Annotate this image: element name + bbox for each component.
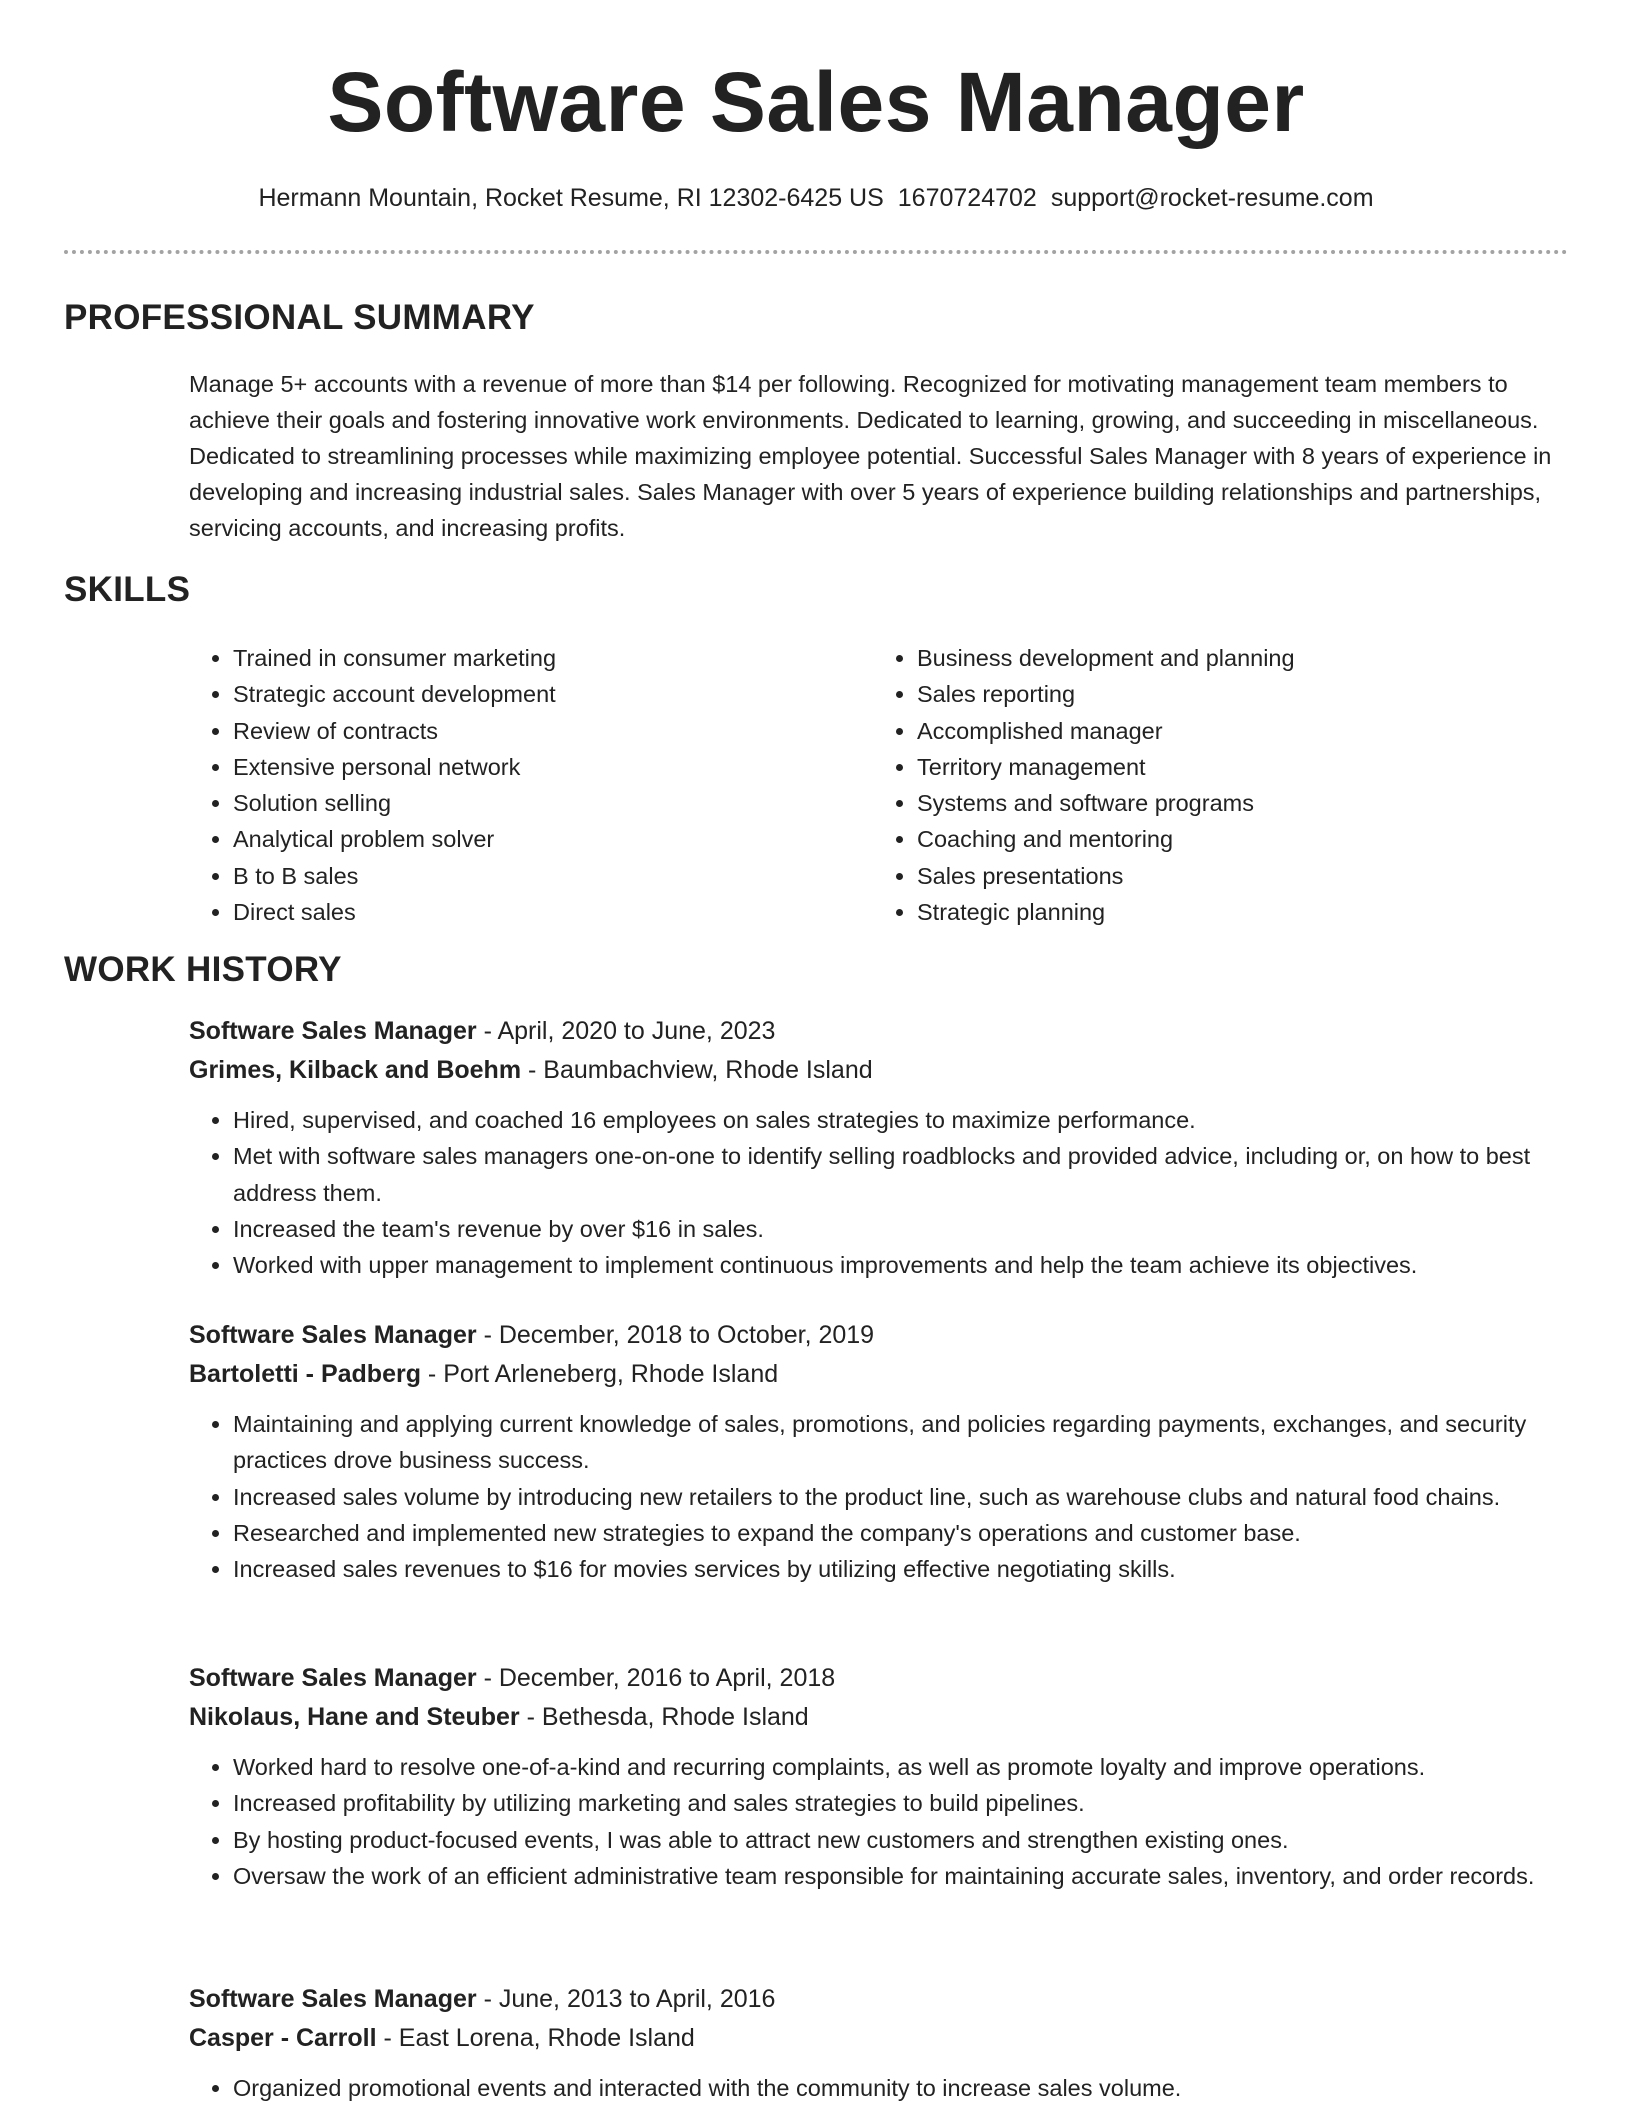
job-bullet: • Met with software sales managers one-on-one to identify selling roadblocks and provided advice, including or, on how to best address them. bbox=[233, 1138, 1569, 1211]
job-entry bbox=[189, 1659, 1569, 1894]
skill-item: • Direct sales bbox=[233, 894, 869, 930]
job-location: - Baumbachview, Rhode Island bbox=[521, 1056, 873, 1084]
job-title-line bbox=[189, 1659, 1569, 1698]
job-entry bbox=[189, 1316, 1569, 1587]
work-history-heading: WORK HISTORY bbox=[64, 950, 342, 989]
job-company: Grimes, Kilback and Boehm bbox=[189, 1056, 522, 1084]
job-bullet: • Increased sales volume by introducing new retailers to the product line, such as warehouse clubs and natural food chains. bbox=[233, 1479, 1569, 1515]
job-dates: - December, 2018 to October, 2019 bbox=[476, 1321, 875, 1349]
job-company-line bbox=[189, 2019, 1569, 2058]
job-company: Nikolaus, Hane and Steuber bbox=[189, 1703, 520, 1731]
skill-item: • Review of contracts bbox=[233, 713, 869, 749]
contact-line bbox=[0, 182, 1632, 214]
skill-item: • Strategic planning bbox=[917, 894, 1553, 930]
job-bullet: • Increased sales revenues to $16 for movies services by utilizing effective negotiating skills. bbox=[233, 1551, 1569, 1587]
skill-item: • Business development and planning bbox=[917, 640, 1553, 676]
skill-item: • Analytical problem solver bbox=[233, 821, 869, 857]
job-location: - Port Arleneberg, Rhode Island bbox=[420, 1360, 779, 1388]
skills-list bbox=[189, 640, 1569, 930]
contact-address: Hermann Mountain, Rocket Resume, RI 12302-6425 US bbox=[258, 184, 884, 212]
job-title: Software Sales Manager bbox=[189, 1321, 477, 1349]
job-bullets bbox=[189, 2070, 1569, 2106]
skills-heading: SKILLS bbox=[64, 570, 191, 609]
header-divider bbox=[64, 250, 1568, 254]
job-company-line bbox=[189, 1698, 1569, 1737]
job-bullets bbox=[189, 1749, 1569, 1894]
job-entry bbox=[189, 1012, 1569, 1283]
resume-name: Software Sales Manager bbox=[327, 55, 1305, 149]
job-company: Casper - Carroll bbox=[189, 2024, 377, 2052]
job-bullet: • Worked with upper management to implement continuous improvements and help the team achieve its objectives. bbox=[233, 1247, 1569, 1283]
skill-item: • Systems and software programs bbox=[917, 785, 1553, 821]
skill-item: • Trained in consumer marketing bbox=[233, 640, 869, 676]
job-entry bbox=[189, 1980, 1569, 2106]
job-bullet: • By hosting product-focused events, I was able to attract new customers and strengthen existing ones. bbox=[233, 1822, 1569, 1858]
job-bullet: • Researched and implemented new strategies to expand the company's operations and customer base. bbox=[233, 1515, 1569, 1551]
skill-item: • Sales reporting bbox=[917, 676, 1553, 712]
job-dates: - December, 2016 to April, 2018 bbox=[476, 1664, 836, 1692]
skill-item: • Territory management bbox=[917, 749, 1553, 785]
job-company-line bbox=[189, 1051, 1569, 1090]
job-bullet: • Oversaw the work of an efficient administrative team responsible for maintaining accurate sales, inventory, and order records. bbox=[233, 1858, 1569, 1894]
skill-item: • Sales presentations bbox=[917, 858, 1553, 894]
job-bullets bbox=[189, 1102, 1569, 1283]
job-title: Software Sales Manager bbox=[189, 1664, 477, 1692]
job-bullet: • Increased profitability by utilizing marketing and sales strategies to build pipelines. bbox=[233, 1785, 1569, 1821]
summary-heading: PROFESSIONAL SUMMARY bbox=[64, 298, 535, 337]
job-bullet: • Worked hard to resolve one-of-a-kind and recurring complaints, as well as promote loyalty and improve operations. bbox=[233, 1749, 1569, 1785]
job-title-line bbox=[189, 1012, 1569, 1051]
skill-item: • Solution selling bbox=[233, 785, 869, 821]
skills-column-right bbox=[869, 640, 1553, 930]
skill-item: • Extensive personal network bbox=[233, 749, 869, 785]
contact-email: support@rocket-resume.com bbox=[1050, 184, 1374, 212]
job-bullet: • Organized promotional events and interacted with the community to increase sales volume. bbox=[233, 2070, 1569, 2106]
job-dates: - June, 2013 to April, 2016 bbox=[476, 1985, 776, 2013]
job-location: - Bethesda, Rhode Island bbox=[519, 1703, 809, 1731]
skill-item: • Strategic account development bbox=[233, 676, 869, 712]
contact-phone: 1670724702 bbox=[897, 184, 1037, 212]
job-title: Software Sales Manager bbox=[189, 1985, 477, 2013]
job-bullet: • Increased the team's revenue by over $16 in sales. bbox=[233, 1211, 1569, 1247]
job-title: Software Sales Manager bbox=[189, 1017, 477, 1045]
job-title-line bbox=[189, 1980, 1569, 2019]
job-company-line bbox=[189, 1355, 1569, 1394]
job-bullet: • Hired, supervised, and coached 16 employees on sales strategies to maximize performance. bbox=[233, 1102, 1569, 1138]
job-company: Bartoletti - Padberg bbox=[189, 1360, 421, 1388]
skill-item: • Coaching and mentoring bbox=[917, 821, 1553, 857]
job-location: - East Lorena, Rhode Island bbox=[376, 2024, 695, 2052]
skill-item: • Accomplished manager bbox=[917, 713, 1553, 749]
job-dates: - April, 2020 to June, 2023 bbox=[476, 1017, 776, 1045]
skills-column-left bbox=[189, 640, 869, 930]
job-bullets bbox=[189, 1406, 1569, 1587]
skill-item: • B to B sales bbox=[233, 858, 869, 894]
job-title-line bbox=[189, 1316, 1569, 1355]
summary-text: Manage 5+ accounts with a revenue of more than $14 per following. Recognized for motivating management team members to achieve their goals and fostering innovative work environments. Dedicated to learning, growing, and succeeding in miscellaneous. Dedicated to streamlining processes while maximizing employee potential. Successful Sales Manager with 8 years of experience in developing and increasing industrial sales. Sales Manager with over 5 years of experience building relationships and partnerships, servicing accounts, and increasing profits. bbox=[189, 371, 1552, 541]
job-bullet: • Maintaining and applying current knowledge of sales, promotions, and policies regarding payments, exchanges, and security practices drove business success. bbox=[233, 1406, 1569, 1479]
